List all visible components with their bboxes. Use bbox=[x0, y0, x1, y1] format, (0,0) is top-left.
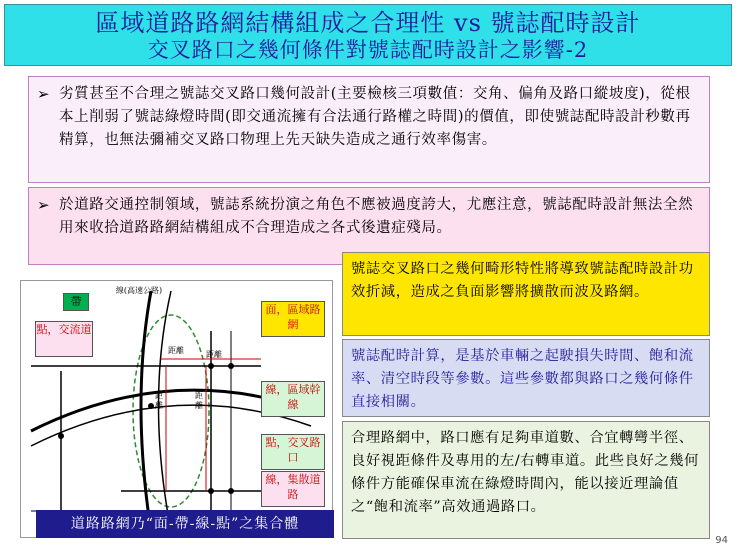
note-timing-parameters: 號誌配時計算，是基於車輛之起駛損失時間、飽和流率、清空時段等參數。這些參數都與路口之幾何條件直接相關。 bbox=[342, 339, 710, 417]
distance-label: 距離 bbox=[195, 391, 203, 410]
junction-dot bbox=[58, 433, 64, 439]
diagram-caption: 道路路網乃“面-帶-線-點”之集合體 bbox=[36, 510, 334, 538]
title-line-2: 交叉路口之幾何條件對號誌配時設計之影響-2 bbox=[147, 38, 589, 62]
page-number: 94 bbox=[715, 535, 728, 546]
point-interchange-label: 點，交流道 bbox=[35, 321, 93, 357]
junction-dot bbox=[208, 363, 214, 369]
distance-label: 距離 bbox=[206, 350, 222, 359]
road-network-diagram bbox=[20, 280, 333, 538]
note-geometry-impact: 號誌交叉路口之幾何畸形特性將導致號誌配時設計功效折減，造成之負面影響將擴散而波及路網。 bbox=[342, 252, 710, 336]
distance-label: 距離 bbox=[155, 391, 163, 410]
title-line-1: 區域道路路網結構組成之合理性 vs 號誌配時設計 bbox=[95, 9, 641, 37]
collector-line-label: 線，集散道路 bbox=[261, 471, 325, 507]
note-reasonable-network: 合理路網中，路口應有足夠車道數、合宜轉彎半徑、良好視距條件及專用的左/右轉車道。此些良好之幾何條件方能確保車流在綠燈時間內，能以接近理論值之“飽和流率”高效通過路口。 bbox=[342, 421, 710, 539]
junction-dot bbox=[228, 363, 234, 369]
arrow-bullet-icon: ➢ bbox=[37, 196, 50, 214]
junction-dot bbox=[228, 488, 234, 494]
distance-label: 距離 bbox=[168, 346, 184, 355]
bullet-text-1: 劣質甚至不合理之號誌交叉路口幾何設計(主要檢核三項數值：交角、偏角及路口縱坡度)，從根本上削弱了號誌綠燈時間(即交通流擁有合法通行路權之時間)的價值，即使號誌配時設計秒數再精算，也無法彌補交叉路口物理上先天缺失造成之通行效率傷害。 bbox=[59, 86, 691, 148]
band-label: 帶 bbox=[63, 293, 89, 311]
title-banner bbox=[4, 4, 732, 66]
trunk-line-label: 線，區域幹線 bbox=[261, 381, 325, 417]
junction-point-label: 點，交叉路口 bbox=[261, 434, 325, 470]
highway-curve bbox=[141, 291, 151, 531]
bullet-text-2: 於道路交通控制領域，號誌系統扮演之角色不應被過度誇大，尤應注意，號誌配時設計無法全然用來收拾道路路網結構組成不合理造成之各式後遺症殘局。 bbox=[59, 197, 694, 236]
arrow-bullet-icon: ➢ bbox=[37, 85, 50, 103]
highway-label: 線(高速公路) bbox=[115, 286, 163, 295]
junction-dot bbox=[208, 488, 214, 494]
bullet-box-1 bbox=[28, 76, 710, 183]
area-label: 面，區域路網 bbox=[261, 301, 325, 337]
